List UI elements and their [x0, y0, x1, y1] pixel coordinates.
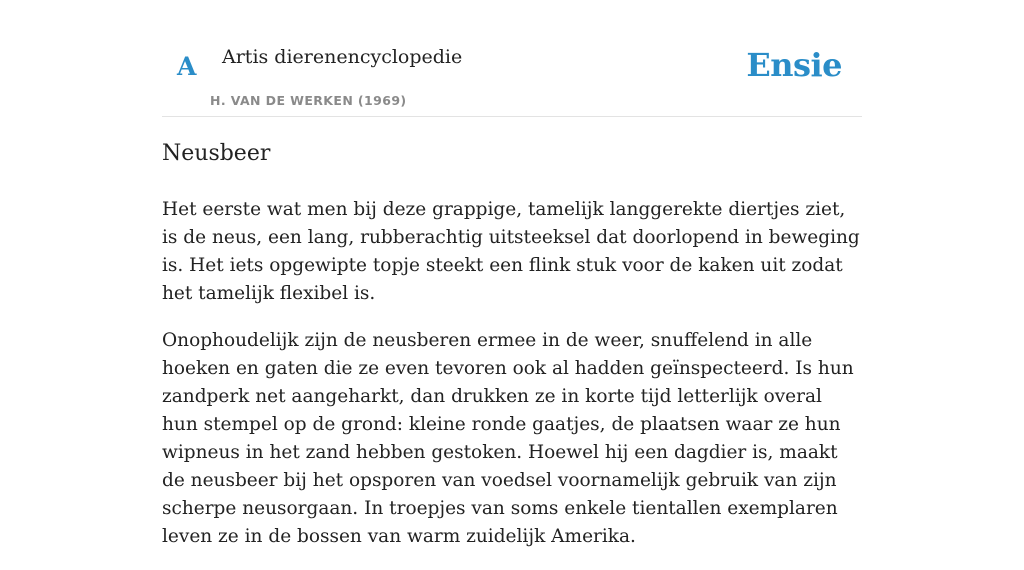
source-header: [162, 0, 862, 117]
letter-index-icon[interactable]: A: [177, 52, 197, 81]
book-title[interactable]: Artis dierenencyclopedie: [222, 46, 463, 68]
author-line: H. VAN DE WERKEN (1969): [210, 93, 407, 108]
ensie-logo[interactable]: Ensie: [746, 46, 842, 84]
article-paragraph: Onophoudelijk zijn de neusberen ermee in de weer, snuffelend in alle hoeken en gaten die ze even tevoren ook al hadden geïnspecteerd. Is hun zandperk net aangeharkt, dan drukken ze in korte tijd letterlijk overal hun stempel op de grond: kleine ronde gaatjes, de plaatsen waar ze hun wipneus in het zand hebben gestoken. Hoewel hij een dagdier is, maakt de neusbeer bij het opsporen van voedsel voornamelijk gebruik van zijn scherpe neusorgaan. In troepjes van soms enkele tientallen exemplaren leven ze in de bossen van warm zuidelijk Amerika.: [162, 330, 854, 547]
article-body: [162, 136, 862, 570]
article-headword: Neusbeer: [162, 141, 271, 166]
article-paragraph: Het eerste wat men bij deze grappige, tamelijk langgerekte diertjes ziet, is de neus, een lang, rubberachtig uitsteeksel dat doorlopend in beweging is. Het iets opgewipte topje steekt een flink stuk voor de kaken uit zodat het tamelijk flexibel is.: [162, 199, 860, 304]
